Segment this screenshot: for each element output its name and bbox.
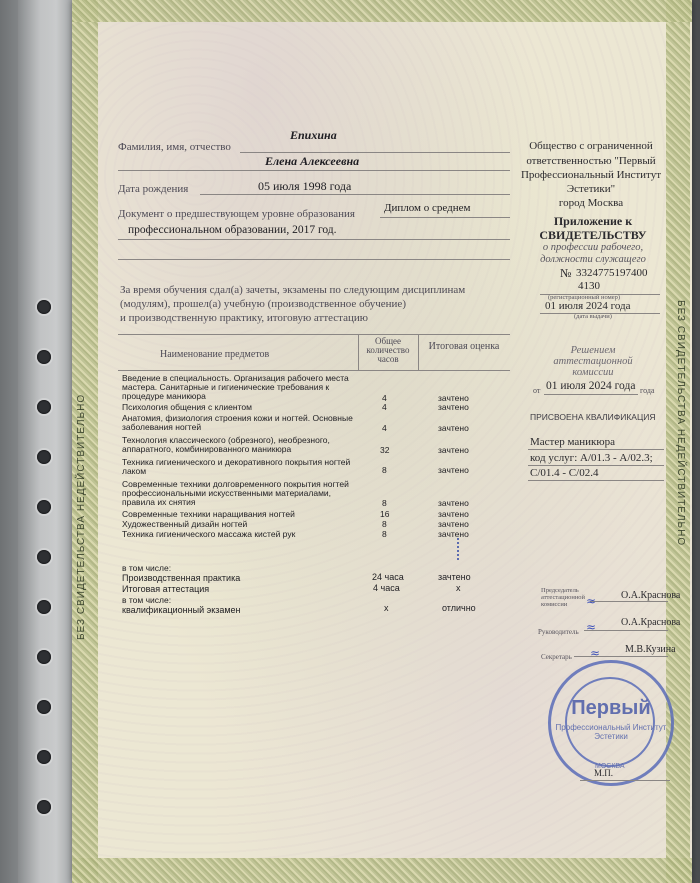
grade-row-6: зачтено bbox=[438, 498, 469, 508]
punch-hole bbox=[37, 300, 51, 314]
seal-title: Первый bbox=[571, 697, 651, 719]
chair-label: Председатель аттестационной комиссии bbox=[541, 587, 586, 608]
guilloche-border-top bbox=[72, 0, 692, 22]
service-codes-1: код услуг: А/01.3 - А/02.3; bbox=[530, 452, 653, 464]
seal-subtitle: Профессиональный Институт Эстетики bbox=[555, 723, 667, 741]
chair-signature: ≈ bbox=[586, 594, 597, 608]
punch-hole bbox=[37, 400, 51, 414]
pen-dash-mark bbox=[457, 538, 459, 560]
subject-row-1: Введение в специальность. Организация рабочего места мастера. Санитарные и гигиенические требования к процедуре маникюра bbox=[122, 373, 349, 401]
decision-year: года bbox=[640, 386, 655, 395]
incl-label-1: в том числе: bbox=[122, 563, 172, 573]
org-line-3: Профессиональный Институт bbox=[520, 169, 662, 181]
hours-row-5: 8 bbox=[382, 465, 387, 475]
issue-date-caption: (дата выдачи) bbox=[574, 313, 612, 320]
head-label: Руководитель bbox=[538, 628, 579, 636]
header-subject: Наименование предметов bbox=[160, 349, 270, 360]
hours-row-8: 8 bbox=[382, 519, 387, 529]
incl-label-2: в том числе: bbox=[122, 595, 172, 605]
guilloche-border-bottom bbox=[72, 858, 692, 883]
grade-row-4: зачтено bbox=[438, 445, 469, 455]
attest-hours: 4 часа bbox=[373, 583, 400, 593]
name-value: Елена Алексеевна bbox=[265, 154, 360, 168]
subject-row-3: Анатомия, физиология строения кожи и ногтей. Основные заболевания ногтей bbox=[122, 413, 353, 432]
hours-row-6: 8 bbox=[382, 498, 387, 508]
number-sign: № bbox=[560, 266, 572, 280]
punch-hole bbox=[37, 550, 51, 564]
grade-row-3: зачтено bbox=[438, 423, 469, 433]
secretary-signature: ≈ bbox=[590, 646, 601, 660]
subject-row-4: Технология классического (обрезного), необрезного, аппаратного, комбинированного маникюра bbox=[122, 435, 330, 454]
punch-hole bbox=[37, 500, 51, 514]
grade-row-5: зачтено bbox=[438, 465, 469, 475]
intro-line-2: (модулям), прошел(а) учебную (производственное обучение) bbox=[120, 298, 406, 310]
surname-label: Фамилия, имя, отчество bbox=[118, 141, 231, 153]
punch-hole bbox=[37, 700, 51, 714]
dob-value: 05 июля 1998 года bbox=[258, 179, 352, 193]
head-name: О.А.Краснова bbox=[621, 617, 681, 628]
qualification-label: ПРИСВОЕНА КВАЛИФИКАЦИЯ bbox=[530, 412, 656, 422]
secretary-label: Секретарь bbox=[541, 653, 572, 661]
punch-hole bbox=[37, 750, 51, 764]
subject-row-8: Художественный дизайн ногтей bbox=[122, 519, 248, 529]
appendix-title-2: СВИДЕТЕЛЬСТВУ bbox=[539, 228, 647, 242]
attest-grade: х bbox=[456, 583, 461, 593]
subject-row-2: Психология общения с клиентом bbox=[122, 402, 252, 412]
reg-number-caption: (регистрационный номер) bbox=[548, 294, 621, 301]
decision-date: 01 июля 2024 года bbox=[546, 380, 636, 392]
hours-row-4: 32 bbox=[380, 445, 390, 455]
grade-row-1: зачтено bbox=[438, 393, 469, 403]
prev-doc-value-1: Диплом о среднем bbox=[384, 202, 471, 214]
decision-line-2: аттестационной bbox=[553, 356, 633, 367]
hours-row-1: 4 bbox=[382, 393, 387, 403]
hours-row-7: 16 bbox=[380, 509, 390, 519]
dob-label: Дата рождения bbox=[118, 183, 189, 195]
appendix-title-1: Приложение к bbox=[553, 214, 633, 228]
chair-name: О.А.Краснова bbox=[621, 590, 681, 601]
grade-row-7: зачтено bbox=[438, 509, 469, 519]
subject-row-6: Современные техники долговременного покрытия ногтей профессиональными искусственными материалами, правила их снятия bbox=[122, 479, 349, 507]
service-codes-2: С/01.4 - С/02.4 bbox=[530, 467, 599, 479]
org-line-2: ответственностью "Первый bbox=[526, 155, 656, 167]
border-text-left: БЕЗ СВИДЕТЕЛЬСТВА НЕДЕЙСТВИТЕЛЬНО bbox=[76, 393, 87, 640]
punch-hole bbox=[37, 350, 51, 364]
punch-hole bbox=[37, 600, 51, 614]
surname-value: Епихина bbox=[290, 128, 337, 142]
appendix-sub-2: должности служащего bbox=[540, 254, 646, 265]
border-text-right: БЕЗ СВИДЕТЕЛЬСТВА НЕДЕЙСТВИТЕЛЬНО bbox=[675, 300, 686, 547]
intro-line-3: и производственную практику, итоговую аттестацию bbox=[120, 312, 368, 324]
practice-grade: зачтено bbox=[438, 572, 471, 582]
exam-hours: х bbox=[384, 603, 389, 613]
grade-row-9: зачтено bbox=[438, 529, 469, 539]
issue-date: 01 июля 2024 года bbox=[545, 300, 631, 312]
seal-ring-text: МОСКВА bbox=[595, 763, 625, 770]
decision-line-1: Решением bbox=[570, 345, 616, 356]
practice-label: Производственная практика bbox=[122, 573, 241, 583]
mp-label: М.П. bbox=[594, 768, 614, 778]
header-grade: Итоговая оценка bbox=[428, 341, 500, 352]
head-signature: ≈ bbox=[586, 620, 597, 634]
grade-row-8: зачтено bbox=[438, 519, 469, 529]
exam-label: квалификационный экзамен bbox=[122, 605, 241, 615]
punch-hole bbox=[37, 450, 51, 464]
prev-doc-value-2: профессиональном образовании, 2017 год. bbox=[128, 224, 337, 236]
decision-from: от bbox=[533, 386, 541, 395]
org-line-4: Эстетики" bbox=[566, 183, 616, 195]
header-hours: Общее количество часов bbox=[366, 336, 410, 364]
subject-row-9: Техника гигиенического массажа кистей рук bbox=[122, 529, 296, 539]
exam-grade: отлично bbox=[442, 603, 476, 613]
appendix-sub-1: о профессии рабочего, bbox=[542, 242, 644, 253]
org-line-1: Общество с ограниченной bbox=[529, 140, 653, 152]
decision-line-3: комиссии bbox=[572, 367, 614, 378]
intro-line-1: За время обучения сдал(а) зачеты, экзамены по следующим дисциплинам bbox=[120, 284, 466, 296]
hours-row-2: 4 bbox=[382, 402, 387, 412]
secretary-name: М.В.Кузина bbox=[625, 644, 676, 655]
attest-label: Итоговая аттестация bbox=[122, 584, 210, 594]
subject-row-5: Техника гигиенического и декоративного покрытия ногтей лаком bbox=[122, 457, 351, 476]
org-city: город Москва bbox=[558, 197, 624, 209]
reg-number-2: 4130 bbox=[578, 280, 600, 292]
qualification-value: Мастер маникюра bbox=[530, 436, 615, 448]
punch-hole bbox=[37, 800, 51, 814]
punch-hole bbox=[37, 650, 51, 664]
subject-row-7: Современные техники наращивания ногтей bbox=[122, 509, 295, 519]
hours-row-9: 8 bbox=[382, 529, 387, 539]
grade-row-2: зачтено bbox=[438, 402, 469, 412]
prev-doc-label: Документ о предшествующем уровне образования bbox=[118, 208, 355, 220]
practice-hours: 24 часа bbox=[372, 572, 404, 582]
hours-row-3: 4 bbox=[382, 423, 387, 433]
reg-number: 3324775197400 bbox=[576, 267, 648, 279]
